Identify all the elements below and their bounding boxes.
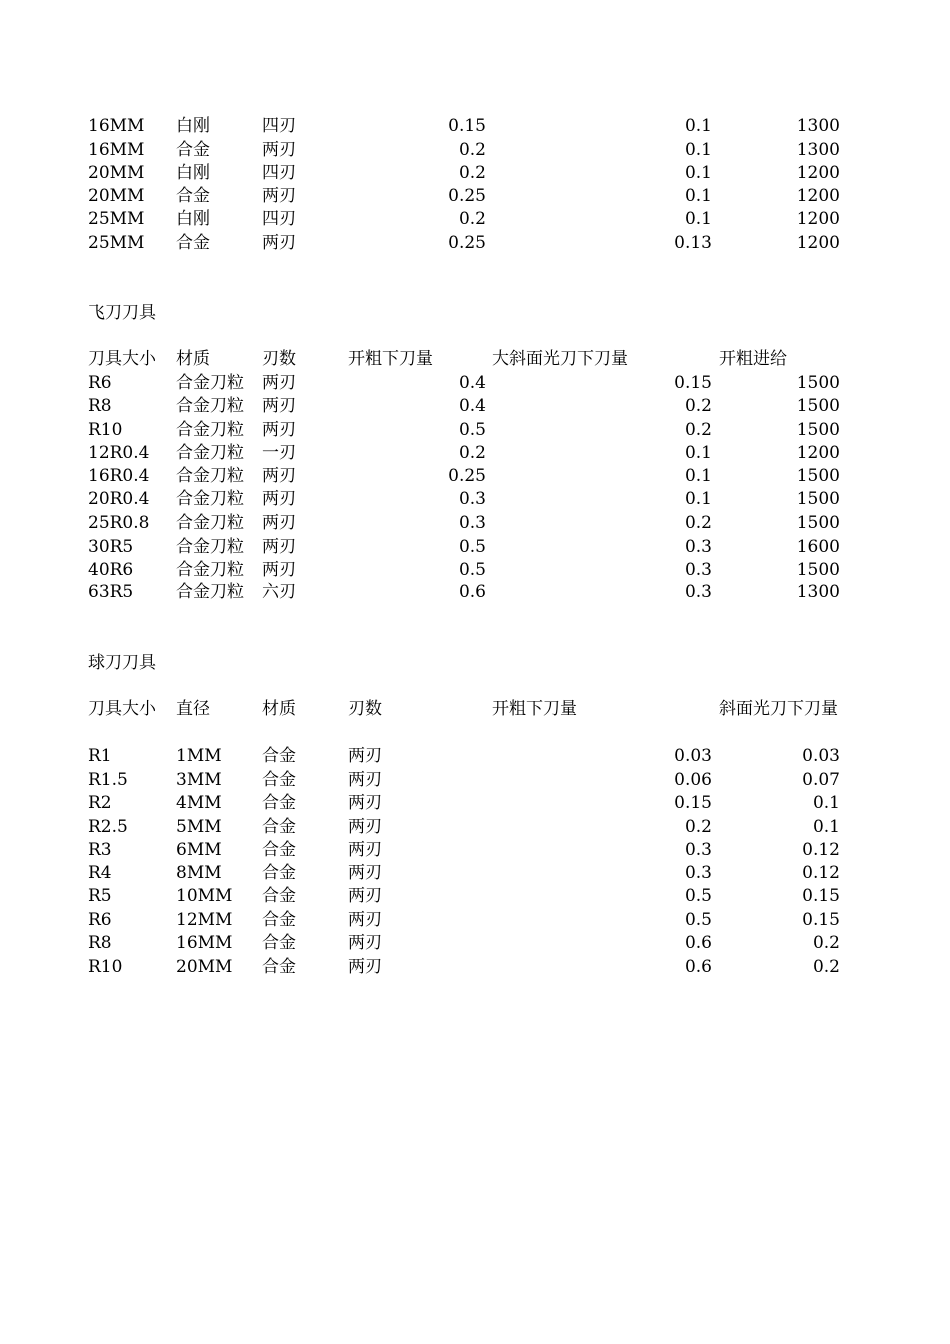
table-row — [0, 512, 950, 535]
flute-count: 两刃 — [348, 770, 382, 790]
table-row — [0, 232, 950, 255]
rough-feed: 1300 — [796, 582, 840, 602]
rough-depth: 0.06 — [674, 770, 712, 790]
tool-size: 16MM — [88, 116, 145, 136]
rough-depth: 0.3 — [684, 840, 712, 860]
tool-size: 12R0.4 — [88, 443, 150, 463]
table-header-row — [0, 348, 950, 371]
tool-size: 20MM — [88, 163, 145, 183]
table-row — [0, 559, 950, 582]
diameter: 12MM — [176, 910, 233, 930]
table-row — [0, 909, 950, 932]
rough-feed: 1500 — [796, 420, 840, 440]
value-cell: 1200 — [796, 186, 840, 206]
rough-depth: 0.3 — [458, 513, 486, 533]
table-row — [0, 792, 950, 815]
rough-depth: 0.6 — [684, 933, 712, 953]
table-row — [0, 419, 950, 442]
column-header: 斜面光刀下刀量 — [719, 699, 838, 719]
diameter: 5MM — [176, 817, 222, 837]
flute-count: 两刃 — [262, 186, 296, 206]
table-row — [0, 956, 950, 979]
material: 合金刀粒 — [176, 489, 244, 509]
column-header: 刀具大小 — [88, 699, 156, 719]
rough-feed: 1500 — [796, 373, 840, 393]
value-cell: 1200 — [796, 233, 840, 253]
material: 合金 — [262, 793, 296, 813]
column-header: 开粗下刀量 — [348, 349, 433, 369]
table-row — [0, 839, 950, 862]
material: 合金 — [262, 840, 296, 860]
column-header: 材质 — [176, 349, 210, 369]
tool-size: 25MM — [88, 233, 145, 253]
table-row — [0, 769, 950, 792]
material: 合金 — [262, 863, 296, 883]
rough-depth: 0.5 — [684, 910, 712, 930]
rough-depth: 0.5 — [458, 560, 486, 580]
value-cell: 1300 — [796, 116, 840, 136]
material: 白刚 — [176, 163, 210, 183]
finish-depth: 0.1 — [684, 466, 712, 486]
material: 合金刀粒 — [176, 443, 244, 463]
flute-count: 两刃 — [262, 466, 296, 486]
finish-depth: 0.3 — [684, 582, 712, 602]
table-row — [0, 208, 950, 231]
value-cell: 0.25 — [448, 233, 486, 253]
material: 白刚 — [176, 116, 210, 136]
table-row — [0, 488, 950, 511]
table-row — [0, 162, 950, 185]
material: 合金 — [262, 770, 296, 790]
finish-depth: 0.15 — [802, 910, 840, 930]
material: 合金刀粒 — [176, 396, 244, 416]
finish-depth: 0.1 — [812, 817, 840, 837]
tool-size: 25MM — [88, 209, 145, 229]
material: 合金 — [176, 233, 210, 253]
section-title: 球刀刀具 — [88, 653, 156, 673]
table-row — [0, 932, 950, 955]
column-header: 大斜面光刀下刀量 — [492, 349, 628, 369]
tool-size: 16MM — [88, 140, 145, 160]
material: 合金 — [262, 886, 296, 906]
value-cell: 0.1 — [684, 209, 712, 229]
rough-feed: 1500 — [796, 513, 840, 533]
column-header: 刃数 — [348, 699, 382, 719]
flute-count: 四刃 — [262, 163, 296, 183]
table-row — [0, 139, 950, 162]
rough-feed: 1500 — [796, 396, 840, 416]
tool-size: 20R0.4 — [88, 489, 150, 509]
value-cell: 0.2 — [458, 209, 486, 229]
tool-size: 40R6 — [88, 560, 134, 580]
rough-depth: 0.03 — [674, 746, 712, 766]
rough-depth: 0.6 — [684, 957, 712, 977]
material: 合金 — [262, 817, 296, 837]
tool-size: 20MM — [88, 186, 145, 206]
tool-size: R5 — [88, 886, 112, 906]
column-header: 开粗进给 — [719, 349, 787, 369]
rough-depth: 0.2 — [684, 817, 712, 837]
flute-count: 两刃 — [348, 863, 382, 883]
tool-size: R6 — [88, 373, 112, 393]
tool-size: R6 — [88, 910, 112, 930]
rough-feed: 1500 — [796, 560, 840, 580]
diameter: 3MM — [176, 770, 222, 790]
flute-count: 两刃 — [262, 513, 296, 533]
rough-depth: 0.3 — [684, 863, 712, 883]
finish-depth: 0.2 — [684, 420, 712, 440]
table-row — [0, 745, 950, 768]
flute-count: 两刃 — [348, 933, 382, 953]
table-row — [0, 816, 950, 839]
flute-count: 两刃 — [262, 537, 296, 557]
value-cell: 1200 — [796, 209, 840, 229]
finish-depth: 0.15 — [802, 886, 840, 906]
diameter: 1MM — [176, 746, 222, 766]
finish-depth: 0.3 — [684, 537, 712, 557]
value-cell: 1300 — [796, 140, 840, 160]
rough-depth: 0.3 — [458, 489, 486, 509]
flute-count: 两刃 — [348, 817, 382, 837]
flute-count: 四刃 — [262, 209, 296, 229]
diameter: 10MM — [176, 886, 233, 906]
rough-depth: 0.4 — [458, 396, 486, 416]
section-title: 飞刀刀具 — [88, 303, 156, 323]
rough-depth: 0.6 — [458, 582, 486, 602]
flute-count: 两刃 — [348, 840, 382, 860]
finish-depth: 0.2 — [684, 513, 712, 533]
rough-feed: 1500 — [796, 466, 840, 486]
rough-depth: 0.15 — [674, 793, 712, 813]
value-cell: 0.1 — [684, 116, 712, 136]
column-header: 开粗下刀量 — [492, 699, 577, 719]
table-row — [0, 465, 950, 488]
flute-count: 两刃 — [262, 140, 296, 160]
diameter: 6MM — [176, 840, 222, 860]
value-cell: 0.15 — [448, 116, 486, 136]
diameter: 16MM — [176, 933, 233, 953]
tool-size: R10 — [88, 957, 123, 977]
rough-depth: 0.4 — [458, 373, 486, 393]
table-row — [0, 395, 950, 418]
flute-count: 一刃 — [262, 443, 296, 463]
value-cell: 0.13 — [674, 233, 712, 253]
value-cell: 0.1 — [684, 186, 712, 206]
material: 合金刀粒 — [176, 420, 244, 440]
material: 合金刀粒 — [176, 466, 244, 486]
tool-size: R1.5 — [88, 770, 128, 790]
material: 合金 — [176, 140, 210, 160]
finish-depth: 0.2 — [812, 933, 840, 953]
material: 合金 — [176, 186, 210, 206]
flute-count: 两刃 — [348, 886, 382, 906]
tool-size: R2.5 — [88, 817, 128, 837]
finish-depth: 0.03 — [802, 746, 840, 766]
flute-count: 两刃 — [262, 560, 296, 580]
material: 合金 — [262, 957, 296, 977]
material: 合金刀粒 — [176, 560, 244, 580]
diameter: 8MM — [176, 863, 222, 883]
finish-depth: 0.1 — [684, 443, 712, 463]
table-row — [0, 581, 950, 604]
tool-size: R10 — [88, 420, 123, 440]
tool-size: R8 — [88, 396, 112, 416]
tool-size: R4 — [88, 863, 112, 883]
rough-depth: 0.5 — [684, 886, 712, 906]
flute-count: 两刃 — [262, 396, 296, 416]
table-row — [0, 536, 950, 559]
finish-depth: 0.07 — [802, 770, 840, 790]
value-cell: 0.25 — [448, 186, 486, 206]
tool-size: R2 — [88, 793, 112, 813]
tool-size: R3 — [88, 840, 112, 860]
diameter: 20MM — [176, 957, 233, 977]
finish-depth: 0.12 — [802, 840, 840, 860]
flute-count: 两刃 — [348, 910, 382, 930]
finish-depth: 0.15 — [674, 373, 712, 393]
flute-count: 两刃 — [262, 233, 296, 253]
tool-size: R8 — [88, 933, 112, 953]
table-row — [0, 885, 950, 908]
table-row — [0, 862, 950, 885]
flute-count: 四刃 — [262, 116, 296, 136]
flute-count: 两刃 — [262, 373, 296, 393]
tool-size: R1 — [88, 746, 112, 766]
column-header: 材质 — [262, 699, 296, 719]
finish-depth: 0.12 — [802, 863, 840, 883]
finish-depth: 0.1 — [812, 793, 840, 813]
flute-count: 两刃 — [348, 746, 382, 766]
flute-count: 两刃 — [348, 957, 382, 977]
table-row — [0, 185, 950, 208]
material: 合金刀粒 — [176, 373, 244, 393]
material: 合金 — [262, 910, 296, 930]
finish-depth: 0.2 — [812, 957, 840, 977]
finish-depth: 0.2 — [684, 396, 712, 416]
column-header: 刀具大小 — [88, 349, 156, 369]
table-row — [0, 442, 950, 465]
flute-count: 六刃 — [262, 582, 296, 602]
finish-depth: 0.1 — [684, 489, 712, 509]
value-cell: 0.2 — [458, 163, 486, 183]
rough-feed: 1200 — [796, 443, 840, 463]
material: 合金刀粒 — [176, 582, 244, 602]
flute-count: 两刃 — [348, 793, 382, 813]
table-row — [0, 372, 950, 395]
value-cell: 1200 — [796, 163, 840, 183]
material: 合金刀粒 — [176, 537, 244, 557]
column-header: 直径 — [176, 699, 210, 719]
material: 合金 — [262, 746, 296, 766]
tool-size: 63R5 — [88, 582, 134, 602]
rough-feed: 1500 — [796, 489, 840, 509]
finish-depth: 0.3 — [684, 560, 712, 580]
tool-size: 25R0.8 — [88, 513, 150, 533]
flute-count: 两刃 — [262, 420, 296, 440]
rough-depth: 0.2 — [458, 443, 486, 463]
value-cell: 0.2 — [458, 140, 486, 160]
flute-count: 两刃 — [262, 489, 296, 509]
material: 合金 — [262, 933, 296, 953]
diameter: 4MM — [176, 793, 222, 813]
rough-depth: 0.5 — [458, 537, 486, 557]
rough-depth: 0.25 — [448, 466, 486, 486]
column-header: 刃数 — [262, 349, 296, 369]
rough-depth: 0.5 — [458, 420, 486, 440]
material: 白刚 — [176, 209, 210, 229]
rough-feed: 1600 — [796, 537, 840, 557]
value-cell: 0.1 — [684, 163, 712, 183]
tool-size: 30R5 — [88, 537, 134, 557]
table-header-row — [0, 698, 950, 721]
value-cell: 0.1 — [684, 140, 712, 160]
tool-size: 16R0.4 — [88, 466, 150, 486]
table-row — [0, 115, 950, 138]
material: 合金刀粒 — [176, 513, 244, 533]
